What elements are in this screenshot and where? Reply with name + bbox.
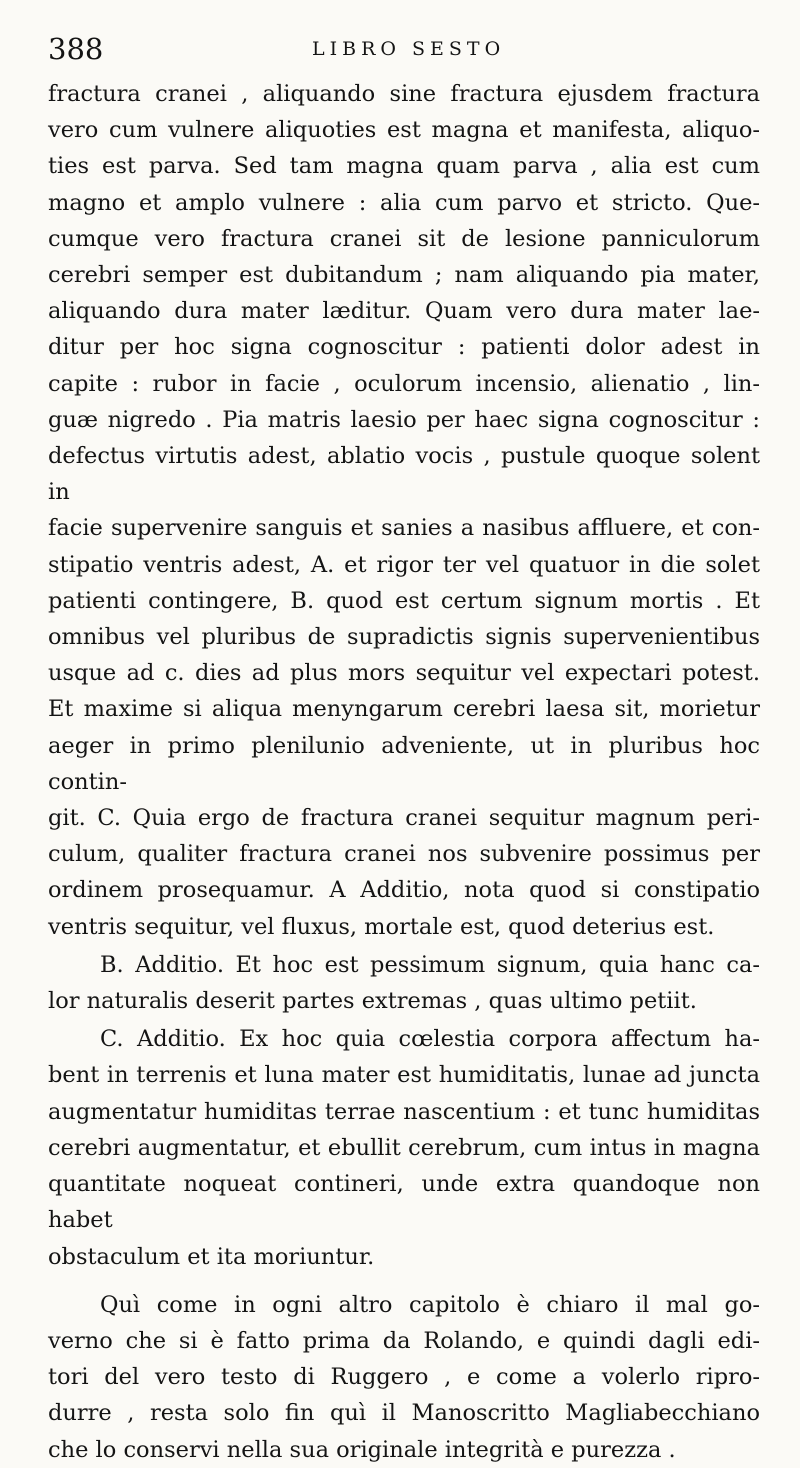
text-line: lor naturalis deserit partes extremas , quas ultimo petiit. [48, 988, 697, 1015]
page-number: 388 [48, 32, 104, 66]
text-line: augmentatur humiditas terrae nascentium : et tunc humiditas [48, 1098, 760, 1125]
text-line: patienti contingere, B. quod est certum signum mortis . Et [48, 587, 760, 614]
text-line: guæ nigredo . Pia matris laesio per haec signa cognoscitur : [48, 406, 760, 433]
text-line: obstaculum et ita moriuntur. [48, 1243, 375, 1270]
text-line: capite : rubor in facie , oculorum incensio, alienatio , lin- [48, 370, 760, 397]
text-line: aliquando dura mater læditur. Quam vero dura mater lae- [48, 298, 760, 325]
paragraph-latin-main [48, 76, 760, 945]
text-line: C. Additio. Ex hoc quia cœlestia corpora affectum ha- [100, 1026, 760, 1053]
text-line: magno et amplo vulnere : alia cum parvo et stricto. Que- [48, 189, 760, 216]
text-line: cumque vero fractura cranei sit de lesione panniculorum [48, 225, 760, 252]
paragraph-additio-c [48, 1021, 760, 1274]
text-line: ventris sequitur, vel fluxus, mortale est, quod deterius est. [48, 913, 715, 940]
text-line: culum, qualiter fractura cranei nos subvenire possimus per [48, 841, 760, 868]
text-line: tori del vero testo di Ruggero , e come a volerlo ripro- [48, 1364, 760, 1391]
text-line: fractura cranei , aliquando sine fractura ejusdem fractura [48, 81, 760, 107]
text-line: ditur per hoc signa cognoscitur : patienti dolor adest in [48, 334, 760, 361]
text-line: defectus virtutis adest, ablatio vocis , pustule quoque solent in [48, 443, 760, 506]
text-line: aeger in primo plenilunio adveniente, ut in pluribus hoc contin- [48, 732, 760, 795]
book-page [48, 30, 760, 1468]
text-line: durre , resta solo fin quì il Manoscritto Magliabecchiano [48, 1400, 760, 1427]
text-line: stipatio ventris adest, A. et rigor ter vel quatuor in die solet [48, 551, 760, 578]
text-line: ordinem prosequamur. A Additio, nota quod si constipatio [48, 877, 760, 904]
text-line: Et maxime si aliqua menyngarum cerebri laesa sit, morietur [48, 696, 760, 723]
text-line: vero cum vulnere aliquoties est magna et manifesta, aliquo- [48, 117, 760, 144]
text-line: Quì come in ogni altro capitolo è chiaro il mal go- [100, 1291, 760, 1318]
text-line: cerebri semper est dubitandum ; nam aliquando pia mater, [48, 262, 760, 289]
page-header [48, 30, 760, 76]
text-line: bent in terrenis et luna mater est humiditatis, lunae ad juncta [48, 1062, 760, 1089]
text-line: ties est parva. Sed tam magna quam parva , alia est cum [48, 153, 760, 180]
paragraph-additio-b [48, 947, 760, 1019]
text-line: facie supervenire sanguis et sanies a nasibus affluere, et con- [48, 515, 760, 542]
text-line: cerebri augmentatur, et ebullit cerebrum, cum intus in magna [48, 1134, 760, 1161]
text-line: usque ad c. dies ad plus mors sequitur vel expectari potest. [48, 660, 760, 687]
text-line: che lo conservi nella sua originale integrità e purezza . [48, 1436, 676, 1463]
running-head: LIBRO SESTO [312, 38, 506, 60]
text-line: git. C. Quia ergo de fractura cranei sequitur magnum peri- [48, 805, 760, 832]
paragraph-italian-commentary [48, 1287, 760, 1468]
text-line: B. Additio. Et hoc est pessimum signum, quia hanc ca- [100, 951, 760, 978]
text-line: omnibus vel pluribus de supradictis signis supervenientibus [48, 624, 760, 651]
text-line: verno che si è fatto prima da Rolando, e quindi dagli edi- [48, 1327, 760, 1354]
text-line: quantitate noqueat contineri, unde extra quandoque non habet [48, 1171, 760, 1234]
